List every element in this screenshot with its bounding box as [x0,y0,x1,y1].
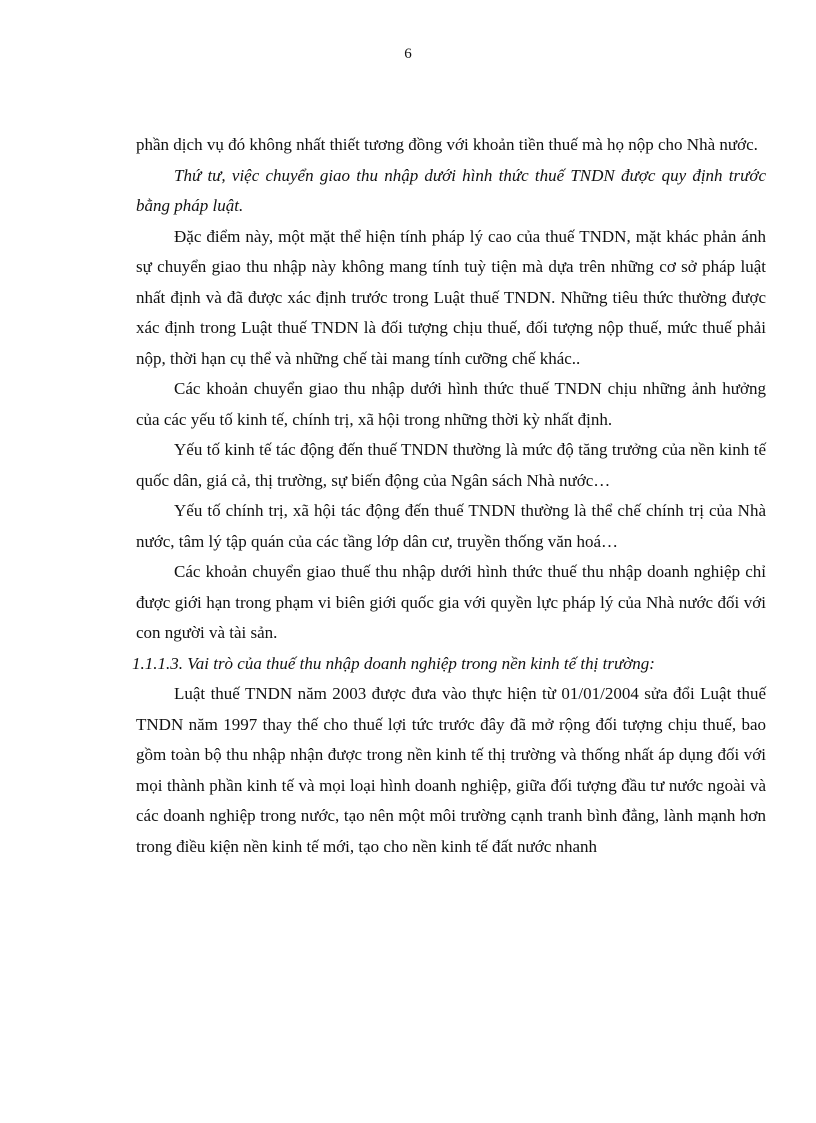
paragraph-continuation: phần dịch vụ đó không nhất thiết tương đồng với khoản tiền thuế mà họ nộp cho Nhà nước. [136,135,758,154]
paragraph-fourth-feature: Thứ tư, việc chuyển giao thu nhập dưới hình thức thuế TNDN được quy định trước bằng pháp luật. [136,165,766,215]
page-number: 6 [404,46,412,62]
paragraph-legal-nature: Đặc điểm này, một mặt thể hiện tính pháp lý cao của thuế TNDN, mặt khác phản ánh sự chuyển giao thu nhập này không mang tính tuỳ tiện mà dựa trên những cơ sở pháp luật nhất định và đã được xác định trước trong Luật thuế TNDN. Những tiêu thức thường được xác định trong Luật thuế TNDN là đối tượng chịu thuế, đối tượng nộp thuế, mức thuế phải nộp, thời hạn cụ thể và những chế tài mang tính cưỡng chế khác.. [136,226,766,368]
paragraph-tax-law-2003: Luật thuế TNDN năm 2003 được đưa vào thực hiện từ 01/01/2004 sửa đổi Luật thuế TNDN năm 1997 thay thế cho thuế lợi tức trước đây đã mở rộng đối tượng chịu thuế, bao gồm toàn bộ thu nhập nhận được trong nền kinh tế thị trường và thống nhất áp dụng đối với mọi thành phần kinh tế và mọi loại hình doanh nghiệp, giữa đối tượng đầu tư nước ngoài và các doanh nghiệp trong nước, tạo nên một môi trường cạnh tranh bình đẳng, lành mạnh hơn trong điều kiện nền kinh tế mới, tạo cho nền kinh tế đất nước nhanh [136,684,766,856]
paragraph-national-scope: Các khoản chuyển giao thuế thu nhập dưới hình thức thuế thu nhập doanh nghiệp chỉ được giới hạn trong phạm vi biên giới quốc gia với quyền lực pháp lý của Nhà nước đối với con người và tài sản. [136,562,766,642]
paragraph-influences: Các khoản chuyển giao thu nhập dưới hình thức thuế TNDN chịu những ảnh hưởng của các yếu tố kinh tế, chính trị, xã hội trong những thời kỳ nhất định. [136,379,766,429]
paragraph-economic-factors: Yếu tố kinh tế tác động đến thuế TNDN thường là mức độ tăng trưởng của nền kinh tế quốc dân, giá cả, thị trường, sự biến động của Ngân sách Nhà nước… [136,440,766,490]
paragraph-political-factors: Yếu tố chính trị, xã hội tác động đến thuế TNDN thường là thể chế chính trị của Nhà nước, tâm lý tập quán của các tầng lớp dân cư, truyền thống văn hoá… [136,501,766,551]
section-heading: 1.1.1.3. Vai trò của thuế thu nhập doanh nghiệp trong nền kinh tế thị trường: [132,653,655,673]
document-body [132,130,766,862]
